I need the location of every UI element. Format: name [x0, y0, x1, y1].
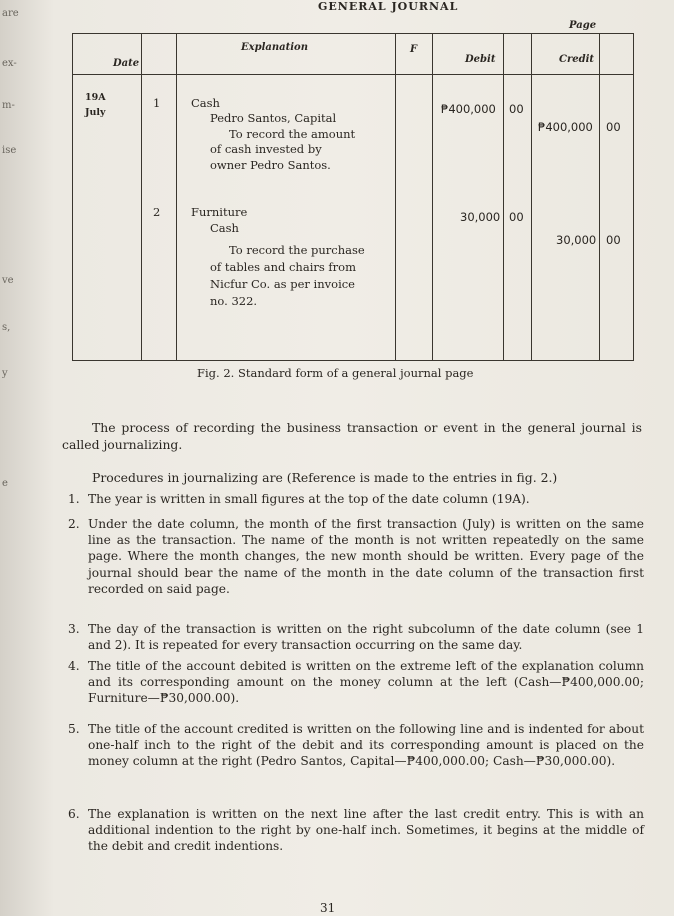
general-journal-table: [72, 33, 634, 361]
ref-column-divider: [432, 34, 433, 360]
margin-fragment: ve: [2, 275, 14, 286]
debit-cents-divider: [503, 34, 504, 360]
date-column-divider: [176, 34, 177, 360]
date-column-header: Date: [113, 58, 140, 69]
debit-amount: ₱400,000: [441, 102, 496, 116]
debit-account: Furniture: [191, 205, 248, 219]
procedure-text: The explanation is written on the next line after the last credit entry. This is with an additional indention to the right by one-half inch. Sometimes, it begins at the middle of the debit and credit indentions.: [88, 807, 644, 854]
journal-page-label: Page: [569, 20, 597, 31]
procedure-number: 6.: [68, 807, 80, 821]
entry-explanation-line: of tables and chairs from: [210, 260, 357, 274]
procedure-item: [62, 491, 644, 507]
procedure-number: 5.: [68, 722, 80, 736]
explanation-column-divider: [395, 34, 396, 360]
procedures-intro: Procedures in journalizing are (Reference is made to the entries in fig. 2.): [92, 470, 558, 485]
credit-cents-divider: [599, 34, 600, 360]
entry-explanation-line: no. 322.: [210, 294, 258, 308]
margin-fragment: s,: [2, 322, 11, 333]
procedure-item: [62, 721, 644, 770]
procedure-text: The year is written in small figures at the top of the date column (19A).: [88, 492, 530, 506]
margin-fragment: e: [2, 478, 8, 489]
debit-column-header: Debit: [465, 54, 496, 65]
header-rule: [73, 74, 633, 75]
procedure-text: The day of the transaction is written on the right subcolumn of the date column (see 1 and 2). It is repeated for every transaction occurring on the same day.: [88, 622, 644, 653]
credit-amount: 30,000: [556, 233, 597, 247]
page-number: 31: [320, 901, 336, 915]
figure-caption: Fig. 2. Standard form of a general journal page: [197, 366, 474, 380]
entry-explanation-line: Nicfur Co. as per invoice: [210, 277, 355, 291]
procedure-number: 3.: [68, 622, 80, 636]
entry-explanation-line: of cash invested by: [210, 142, 322, 156]
debit-cents: 00: [509, 210, 524, 224]
credit-account: Cash: [210, 221, 239, 235]
procedure-item: [62, 658, 644, 707]
procedure-text: The title of the account debited is written on the extreme left of the explanation column and its corresponding amount on the money column at the left (Cash—₱400,000.00; Furniture—₱30,000.00).: [88, 659, 644, 706]
journal-year: 19A: [85, 92, 106, 103]
date-subcolumn-divider: [141, 34, 142, 360]
debit-column-divider: [531, 34, 532, 360]
credit-cents: 00: [606, 233, 621, 247]
credit-account: Pedro Santos, Capital: [210, 111, 337, 125]
entry-explanation-line: To record the purchase: [229, 243, 365, 257]
procedure-text: The title of the account credited is written on the following line and is indented for about one-half inch to the right of the debit and its corresponding amount is placed on the money column at the right (Pedro Santos, Capital—₱400,000.00; Cash—₱30,000.00).: [88, 722, 644, 769]
entry-explanation-line: owner Pedro Santos.: [210, 158, 331, 172]
entry-day: 1: [153, 96, 161, 110]
margin-fragment: m-: [2, 100, 15, 111]
procedure-item: [62, 516, 644, 597]
credit-column-header: Credit: [559, 54, 594, 65]
intro-paragraph: The process of recording the business transaction or event in the general journal is called journalizing.: [62, 420, 642, 452]
entry-day: 2: [153, 205, 161, 219]
credit-amount: ₱400,000: [538, 120, 593, 134]
procedure-text: Under the date column, the month of the first transaction (July) is written on the same line as the transaction. The name of the month is not written repeatedly on the same page. Where the month changes, the new month should be written. Every page of the journal should bear the name of the month in the date column of the transaction first recorded on said page.: [88, 517, 644, 596]
margin-fragment: y: [2, 368, 8, 379]
margin-fragment: ex-: [2, 58, 17, 69]
journal-header-title: GENERAL JOURNAL: [318, 0, 459, 13]
entry-explanation-line: To record the amount: [229, 127, 356, 141]
debit-account: Cash: [191, 96, 220, 110]
journal-month: July: [85, 107, 106, 118]
debit-cents: 00: [509, 102, 524, 116]
procedure-item: [62, 806, 644, 855]
procedure-item: [62, 621, 644, 653]
credit-cents: 00: [606, 120, 621, 134]
margin-fragment: ise: [2, 145, 17, 156]
explanation-column-header: Explanation: [241, 42, 308, 53]
margin-fragment: are: [2, 8, 19, 19]
procedure-number: 1.: [68, 492, 80, 506]
ref-column-header: F: [410, 44, 418, 55]
procedure-number: 4.: [68, 659, 80, 673]
debit-amount: 30,000: [460, 210, 501, 224]
procedure-number: 2.: [68, 517, 80, 531]
